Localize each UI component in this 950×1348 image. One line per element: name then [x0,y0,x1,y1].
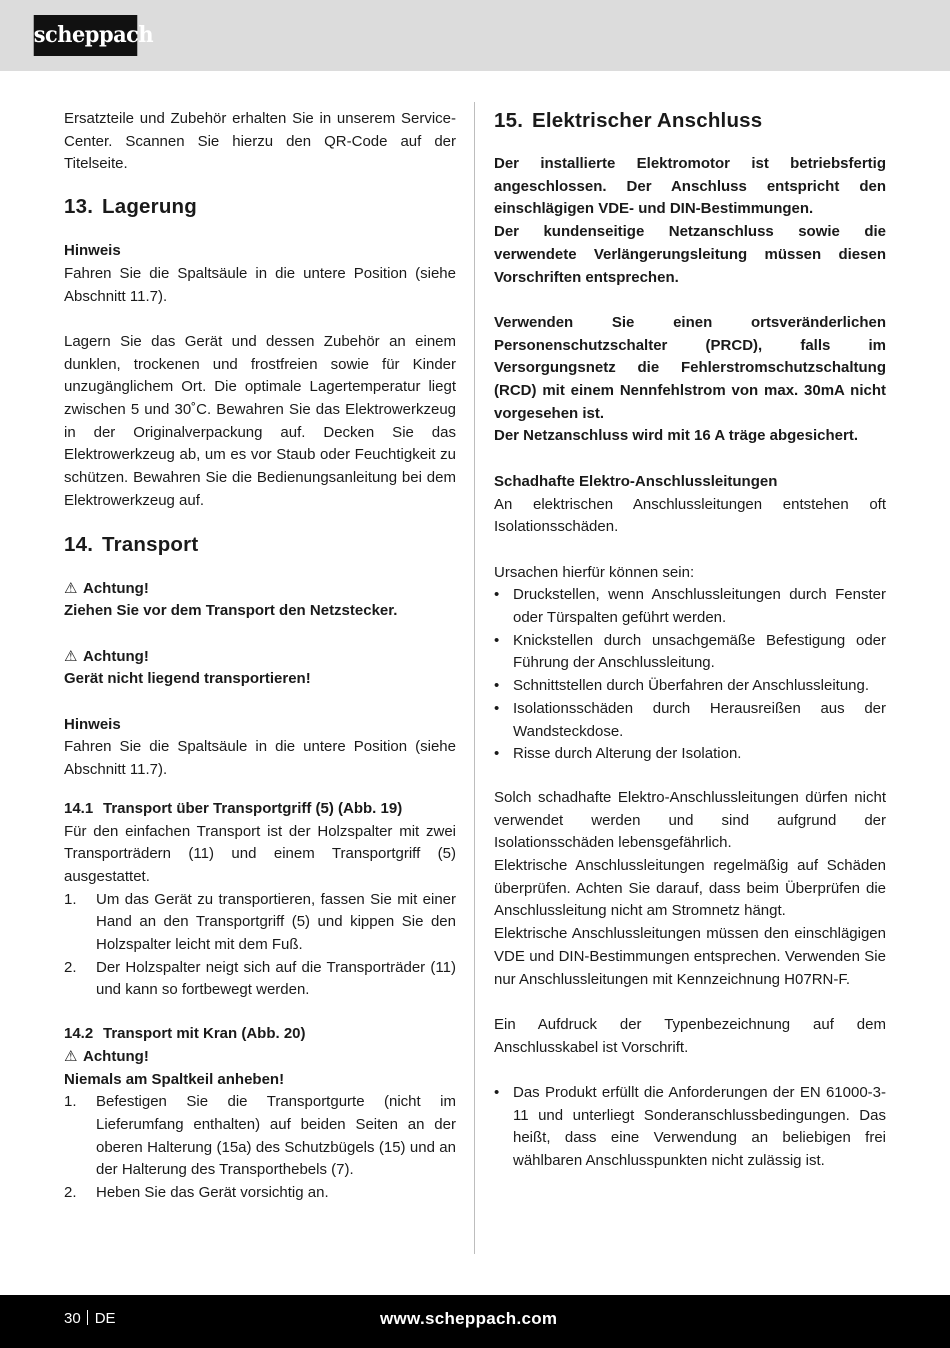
warning-1-title: ⚠ Achtung! [64,578,456,601]
damaged-cables-title: Schadhafte Elektro-Anschlussleitungen [494,472,778,490]
section-13-hint-title: Hinweis [64,242,121,260]
page-indicator [64,1295,116,1343]
conformity-list [494,1082,886,1173]
warning-3-text: Niemals am Spaltkeil anheben! [64,1070,285,1088]
footer-bar [0,1295,950,1348]
list-item: • Das Produkt erfüllt die Anforderungen der EN 61000-3-11 und unterliegt Sonderanschlussbedingungen. Das heißt, dass eine Verwendung an beliebigen frei wählbaren Anschlusspunkten nicht zulässig ist. [494,1084,886,1170]
section-14-heading: 14. Transport [64,532,199,556]
warning-triangle-icon: ⚠ [64,1047,78,1065]
list-item: • Schnittstellen durch Überfahren der Anschlussleitung. [494,677,870,695]
section-14-hint-text: Fahren Sie die Spaltsäule in die untere Position (siehe Abschnitt 11.7). [64,738,456,779]
list-item: 1. Um das Gerät zu transportieren, fassen Sie mit einer Hand an den Transportgriff (5) und kippen Sie den Holzspalter leicht mit dem Fuß. [64,890,456,954]
damaged-paragraph-1: Solch schadhafte Elektro-Anschlussleitungen dürfen nicht verwendet werden und sind aufgrund der Isolationsschäden lebensgefährlich. [494,788,886,852]
language-code: DE [94,1310,116,1327]
subsection-14-2-heading: 14.2 Transport mit Kran (Abb. 20) [64,1025,306,1043]
causes-intro: Ursachen hierfür können sein: [494,563,695,581]
damaged-cables-text: An elektrischen Anschlussleitungen entstehen oft Isolationsschäden. [494,495,886,536]
subsection-14-1-body: Für den einfachen Transport ist der Holzspalter mit zwei Transporträdern (11) und einem Transportgriff (5) ausgestattet. [64,822,456,885]
section-15-heading: 15. Elektrischer Anschluss [494,109,763,132]
header-bar [0,0,950,71]
warning-1-text: Ziehen Sie vor dem Transport den Netzstecker. [64,602,398,620]
list-item: • Isolationsschäden durch Herausreißen aus der Wandsteckdose. [494,699,886,740]
causes-list [494,584,886,766]
warning-triangle-icon: ⚠ [64,579,78,597]
left-column [64,108,456,1205]
right-column [494,108,886,1173]
section-13-hint-text: Fahren Sie die Spaltsäule in die untere Position (siehe Abschnitt 11.7). [64,264,456,305]
warning-2-text: Gerät nicht liegend transportieren! [64,670,311,688]
subsection-14-1-heading: 14.1 Transport über Transportgriff (5) (Abb. 19) [64,799,403,817]
type-label-paragraph: Ein Aufdruck der Typenbezeichnung auf dem Anschlusskabel ist Vorschrift. [494,1015,886,1056]
damaged-paragraph-2: Elektrische Anschlussleitungen regelmäßig auf Schäden überprüfen. Achten Sie darauf, dass beim Überprüfen die Anschlussleitung nicht am Stromnetz hängt. [494,857,886,920]
list-item: 2. Der Holzspalter neigt sich auf die Transporträder (11) und kann so fortbewegt werden. [64,958,456,999]
list-item: • Risse durch Alterung der Isolation. [494,745,742,763]
damaged-paragraph-3: Elektrische Anschlussleitungen müssen den einschlägigen VDE und DIN-Bestimmungen entsprechen. Verwenden Sie nur Anschlussleitungen mit Kennzeichnung H07RN-F. [494,925,886,988]
warning-3-title: ⚠ Achtung! [64,1046,456,1069]
list-item: • Druckstellen, wenn Anschlussleitungen durch Fenster oder Türspalten geführt werden. [494,586,886,627]
scheppach-logo: scheppach [34,15,138,56]
section-14-hint-title: Hinweis [64,715,121,733]
list-item: 1. Befestigen Sie die Transportgurte (nicht im Lieferumfang enthalten) auf beiden Seiten an der oberen Halterung (15a) des Schutzbügels (15) und an der Halterung des Transporthebels (7). [64,1093,456,1179]
page-number: 30 [64,1310,81,1327]
warning-triangle-icon: ⚠ [64,647,78,665]
connection-bold-4: Der Netzanschluss wird mit 16 A träge abgesichert. [494,427,859,445]
warning-2-title: ⚠ Achtung! [64,646,456,669]
connection-bold-2: Der kundenseitige Netzanschluss sowie die verwendete Verlängerungsleitung müssen diesen Vorschriften entsprechen. [494,223,886,286]
intro-paragraph: Ersatzteile und Zubehör erhalten Sie in unserem Service-Center. Scannen Sie hierzu den QR-Code auf der Titelseite. [64,110,456,173]
footer-separator [87,1310,88,1325]
column-divider [474,102,475,1254]
section-13-heading: 13. Lagerung [64,195,197,219]
connection-bold-1: Der installierte Elektromotor ist betriebsfertig angeschlossen. Der Anschluss entspricht den einschlägigen VDE- und DIN-Bestimmungen. [494,155,886,218]
crane-steps-list [64,1091,456,1205]
section-13-body: Lagern Sie das Gerät und dessen Zubehör an einem dunklen, trockenen und frostfreien sowie für Kinder unzugänglichem Ort. Die optimale Lagertemperatur liegt zwischen 5 und 30˚C. Bewahren Sie das Elektrowerkzeug in der Originalverpackung auf. Decken Sie das Elektrowerkzeug ab, um es vor Staub oder Feuchtigkeit zu schützen. Bewahren Sie die Bedienungsanleitung bei dem Elektrowerkzeug auf. [64,332,456,509]
list-item: 2. Heben Sie das Gerät vorsichtig an. [64,1184,329,1202]
connection-bold-3: Verwenden Sie einen ortsveränderlichen Personenschutzschalter (PRCD), falls im Versorgungsnetz die Fehlerstromschutzschaltung (RCD) mit einem Nennfehlstrom von max. 30mA nicht vorgesehen ist. [494,313,886,422]
website-url: www.scheppach.com [380,1309,558,1328]
list-item: • Knickstellen durch unsachgemäße Befestigung oder Führung der Anschlussleitung. [494,631,886,672]
transport-steps-list [64,889,456,1003]
